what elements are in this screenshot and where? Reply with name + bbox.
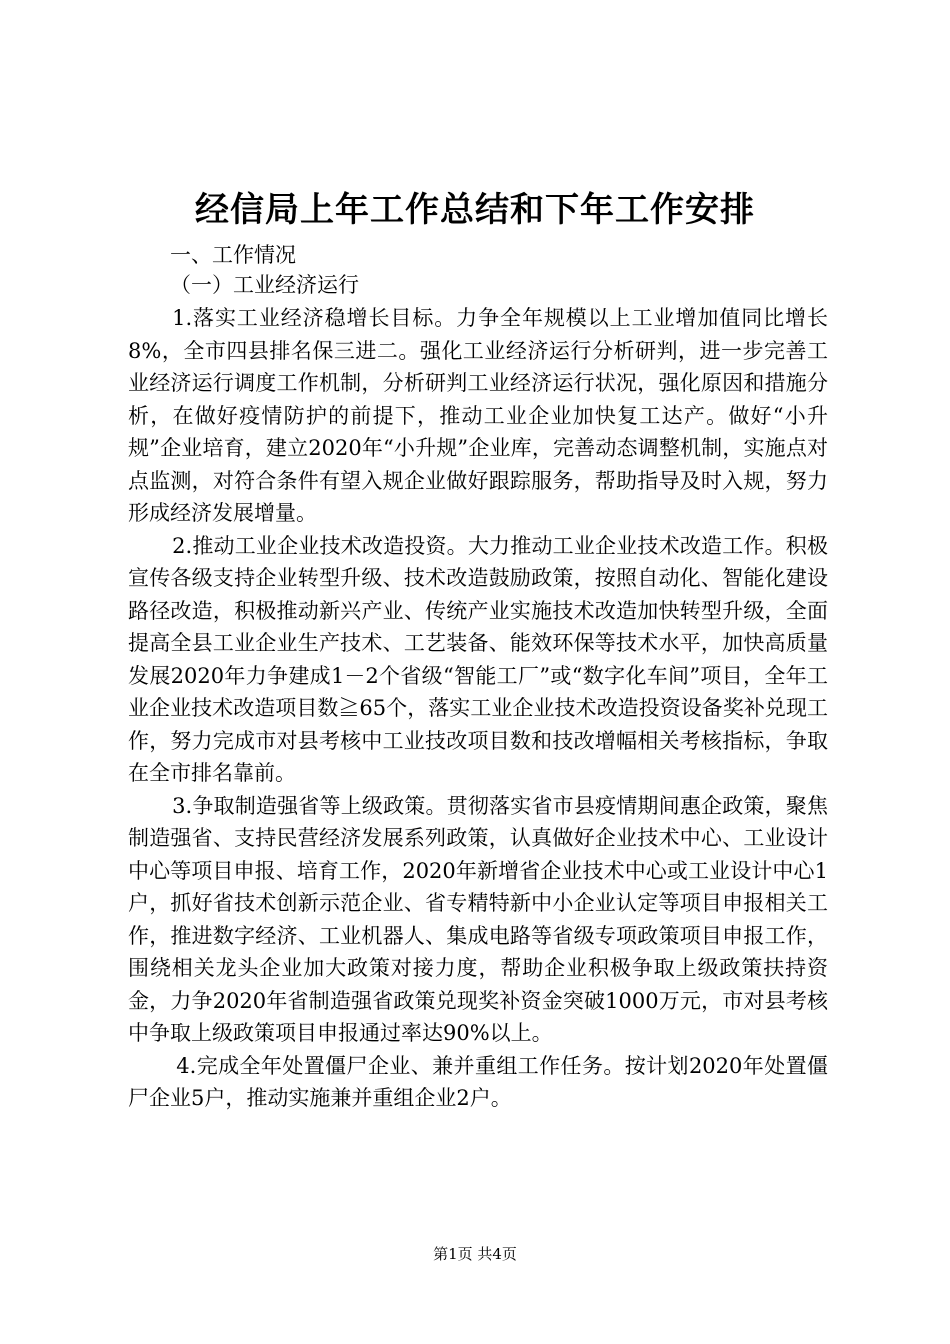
subsection-heading: （一）工业经济运行 [170, 273, 359, 297]
paragraph-4: 4.完成全年处置僵尸企业、兼并重组工作任务。按计划2020年处置僵尸企业5户，推动实施兼并重组企业2户。 [128, 1053, 828, 1110]
document-body [128, 302, 828, 1115]
section-heading: 一、工作情况 [170, 243, 296, 267]
document-title: 经信局上年工作总结和下年工作安排 [195, 190, 755, 230]
paragraph-1: 1.落实工业经济稳增长目标。力争全年规模以上工业增加值同比增长8%，全市四县排名保三进二。强化工业经济运行分析研判，进一步完善工业经济运行调度工作机制，分析研判工业经济运行状况，强化原因和措施分析，在做好疫情防护的前提下，推动工业企业加快复工达产。做好“小升规”企业培育，建立2020年“小升规”企业库，完善动态调整机制，实施点对点监测，对符合条件有望入规企业做好跟踪服务，帮助指导及时入规，努力形成经济发展增量。 [128, 306, 828, 525]
page-indicator: 第1页 共4页 [433, 1245, 517, 1263]
paragraph-2: 2.推动工业企业技术改造投资。大力推动工业企业技术改造工作。积极宣传各级支持企业转型升级、技术改造鼓励政策，按照自动化、智能化建设路径改造，积极推动新兴产业、传统产业实施技术改造加快转型升级，全面提高全县工业企业生产技术、工艺装备、能效环保等技术水平，加快高质量发展2020年力争建成1－2个省级“智能工厂”或“数字化车间”项目，全年工业企业技术改造项目数≧65个，落实工业企业技术改造投资设备奖补兑现工作，努力完成市对县考核中工业技改项目数和技改增幅相关考核指标，争取在全市排名靠前。 [128, 533, 828, 785]
paragraph-3: 3.争取制造强省等上级政策。贯彻落实省市县疫情期间惠企政策，聚焦制造强省、支持民营经济发展系列政策，认真做好企业技术中心、工业设计中心等项目申报、培育工作，2020年新增省企业技术中心或工业设计中心1户，抓好省技术创新示范企业、省专精特新中小企业认定等项目申报相关工作，推进数字经济、工业机器人、集成电路等省级专项政策项目申报工作，围绕相关龙头企业加大政策对接力度，帮助企业积极争取上级政策扶持资金，力争2020年省制造强省政策兑现奖补资金突破1000万元，市对县考核中争取上级政策项目申报通过率达90%以上。 [128, 793, 828, 1045]
